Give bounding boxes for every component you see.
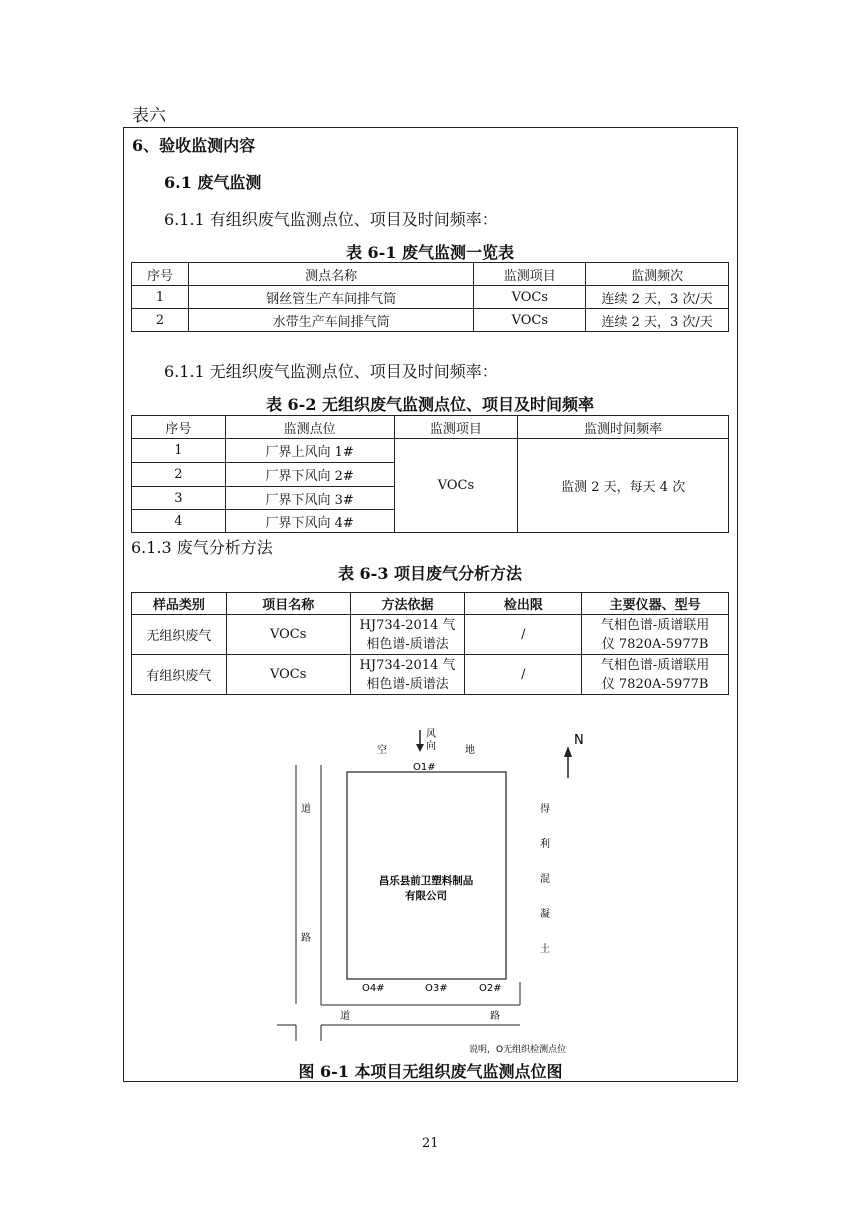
instrument-line: 气相色谱-质谱联用 [600,657,710,673]
para-organized: 6.1.1 有组织废气监测点位、项目及时间频率： [164,210,498,229]
company-name: 有限公司 [405,890,447,902]
left-road-label: 道 [301,804,311,815]
method-line: 相色谱-质谱法 [366,676,449,692]
top-left-label: 空 [377,745,387,756]
wind-arrow-head [416,744,424,752]
left-road-label: 路 [301,933,311,944]
table2-caption: 表 6-2 无组织废气监测点位、项目及时间频率 [265,395,595,414]
table1-cell: 1 [132,286,189,309]
section-title: 6、验收监测内容 [132,136,256,155]
neighbor-label: 利 [540,839,550,850]
company-name: 昌乐县前卫塑料制品 [378,875,474,887]
table2-item-cell: VOCs [394,439,518,533]
table1-cell: 钢丝管生产车间排气筒 [188,286,473,309]
table1-header-cell: 序号 [132,263,189,286]
table2-header-cell: 监测时间频率 [518,416,729,439]
table2-cell: 厂界上风向 1# [225,439,394,463]
para-unorganized: 6.1.1 无组织废气监测点位、项目及时间频率： [164,362,498,381]
table2-cell: 4 [132,510,226,533]
figure-caption: 图 6-1 本项目无组织废气监测点位图 [298,1062,563,1081]
table2-cell: 厂界下风向 4# [225,510,394,533]
table2-cell: 1 [132,439,226,463]
bottom-road-label: 路 [490,1011,500,1022]
method-line: HJ734-2014 气 [359,617,456,633]
table3-cell: 无组织废气 [132,615,227,655]
wind-label: 向 [426,741,436,752]
table1-cell: VOCs [474,309,586,332]
para-method: 6.1.3 废气分析方法 [131,538,273,557]
table2-cell: 厂界下风向 2# [225,463,394,487]
table1-header-cell: 监测频次 [586,263,729,286]
table1-cell: 连续 2 天，3 次/天 [586,286,729,309]
monitoring-point-3: O3# [425,983,448,994]
table1-header-cell: 监测项目 [474,263,586,286]
instrument-line: 仪 7820A-5977B [601,676,709,692]
table3-cell: VOCs [226,655,350,695]
neighbor-label: 土 [540,944,550,955]
table3-cell: VOCs [226,615,350,655]
instrument-line: 气相色谱-质谱联用 [600,617,710,633]
neighbor-label: 混 [540,874,550,885]
table2-frequency-cell: 监测 2 天，每天 4 次 [518,439,729,533]
table2-cell: 厂界下风向 3# [225,487,394,510]
method-line: 相色谱-质谱法 [366,636,449,652]
north-arrow-head [564,746,572,757]
map-legend: 说明，O无组织检测点位 [469,1045,567,1055]
subsection-title: 6.1 废气监测 [164,173,262,192]
monitoring-point-2: O2# [479,983,502,994]
page-label: 表六 [132,106,166,126]
neighbor-label: 得 [540,804,550,815]
table3-cell: / [465,615,582,655]
table3-cell: 有组织废气 [132,655,227,695]
table1-caption: 表 6-1 废气监测一览表 [345,243,515,262]
method-line: HJ734-2014 气 [359,657,456,673]
table2-cell: 2 [132,463,226,487]
table1-cell: 水带生产车间排气筒 [188,309,473,332]
table2-cell: 3 [132,487,226,510]
table2-header-cell: 监测点位 [225,416,394,439]
instrument-line: 仪 7820A-5977B [601,636,709,652]
table1-header-cell: 测点名称 [188,263,473,286]
monitoring-point-4: O4# [362,983,385,994]
bottom-road-label: 道 [340,1011,350,1022]
monitoring-point-1: O1# [413,762,436,773]
table3-cell: / [465,655,582,695]
north-label: N [574,733,584,748]
table1-cell: VOCs [474,286,586,309]
table2-header-cell: 序号 [132,416,226,439]
table1-cell: 连续 2 天，3 次/天 [586,309,729,332]
top-right-label: 地 [465,745,475,756]
table2-header-cell: 监测项目 [394,416,518,439]
table3-header-cell: 检出限 [465,593,582,615]
table3-header-cell: 主要仪器、型号 [582,593,729,615]
neighbor-label: 凝 [540,909,550,920]
table3-header-cell: 项目名称 [226,593,350,615]
table3-caption: 表 6-3 项目废气分析方法 [337,564,523,583]
wind-label: 风 [426,729,436,740]
table3-header-cell: 方法依据 [350,593,465,615]
page-number: 21 [422,1136,439,1151]
table3-header-cell: 样品类别 [132,593,227,615]
table1-cell: 2 [132,309,189,332]
